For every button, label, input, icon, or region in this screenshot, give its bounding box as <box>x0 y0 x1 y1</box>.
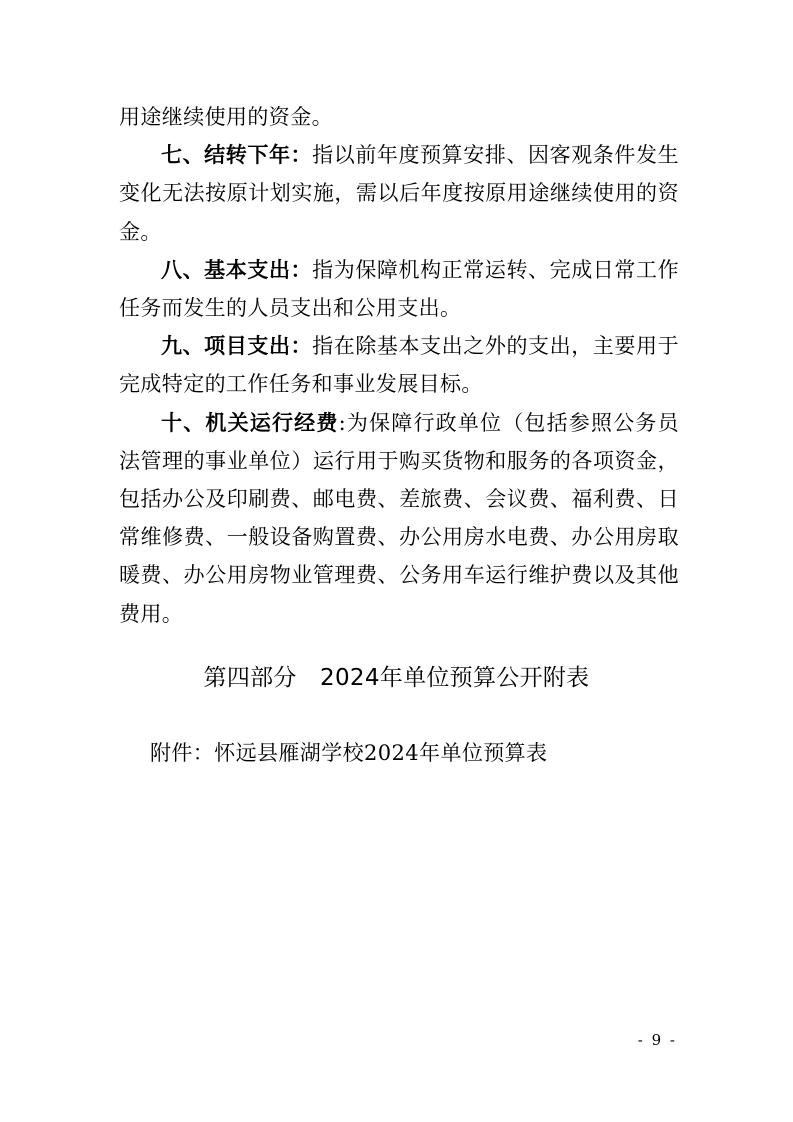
paragraph-text: 指在除基本支出之外的支出，主要用于完成特定的工作任务和事业发展目标。 <box>119 334 679 397</box>
paragraph-carryover <box>119 136 679 251</box>
page-number: - 9 - <box>637 1031 677 1049</box>
paragraph-project-expenditure <box>119 327 679 403</box>
paragraph-text: :为保障行政单位（包括参照公务员法管理的事业单位）运行用于购买货物和服务的各项资金，包括办公及印刷费、邮电费、差旅费、会议费、福利费、日常维修费、一般设备购置费、办公用房水电费、办公用房取暖费、办公用房物业管理费、公务用车运行维护费以及其他费用。 <box>119 410 679 626</box>
paragraph-text: 用途继续使用的资金。 <box>119 105 333 129</box>
paragraph-basic-expenditure <box>119 251 679 327</box>
paragraph-continuation <box>119 98 679 136</box>
body-text <box>119 98 679 633</box>
paragraph-text: 指为保障机构正常运转、完成日常工作任务而发生的人员支出和公用支出。 <box>119 257 679 321</box>
term-heading: 九、项目支出： <box>161 334 313 359</box>
attachment-line: 附件：怀远县雁湖学校2024年单位预算表 <box>150 741 548 765</box>
paragraph-operating-funds <box>119 404 679 633</box>
term-heading: 八、基本支出： <box>161 257 313 282</box>
section-heading: 第四部分 2024年单位预算公开附表 <box>203 665 590 691</box>
paragraph-text: 指以前年度预算安排、因客观条件发生变化无法按原计划实施，需以后年度按原用途继续使用的资金。 <box>119 143 679 244</box>
term-heading: 十、机关运行经费 <box>161 410 339 435</box>
term-heading: 七、结转下年： <box>161 143 313 168</box>
